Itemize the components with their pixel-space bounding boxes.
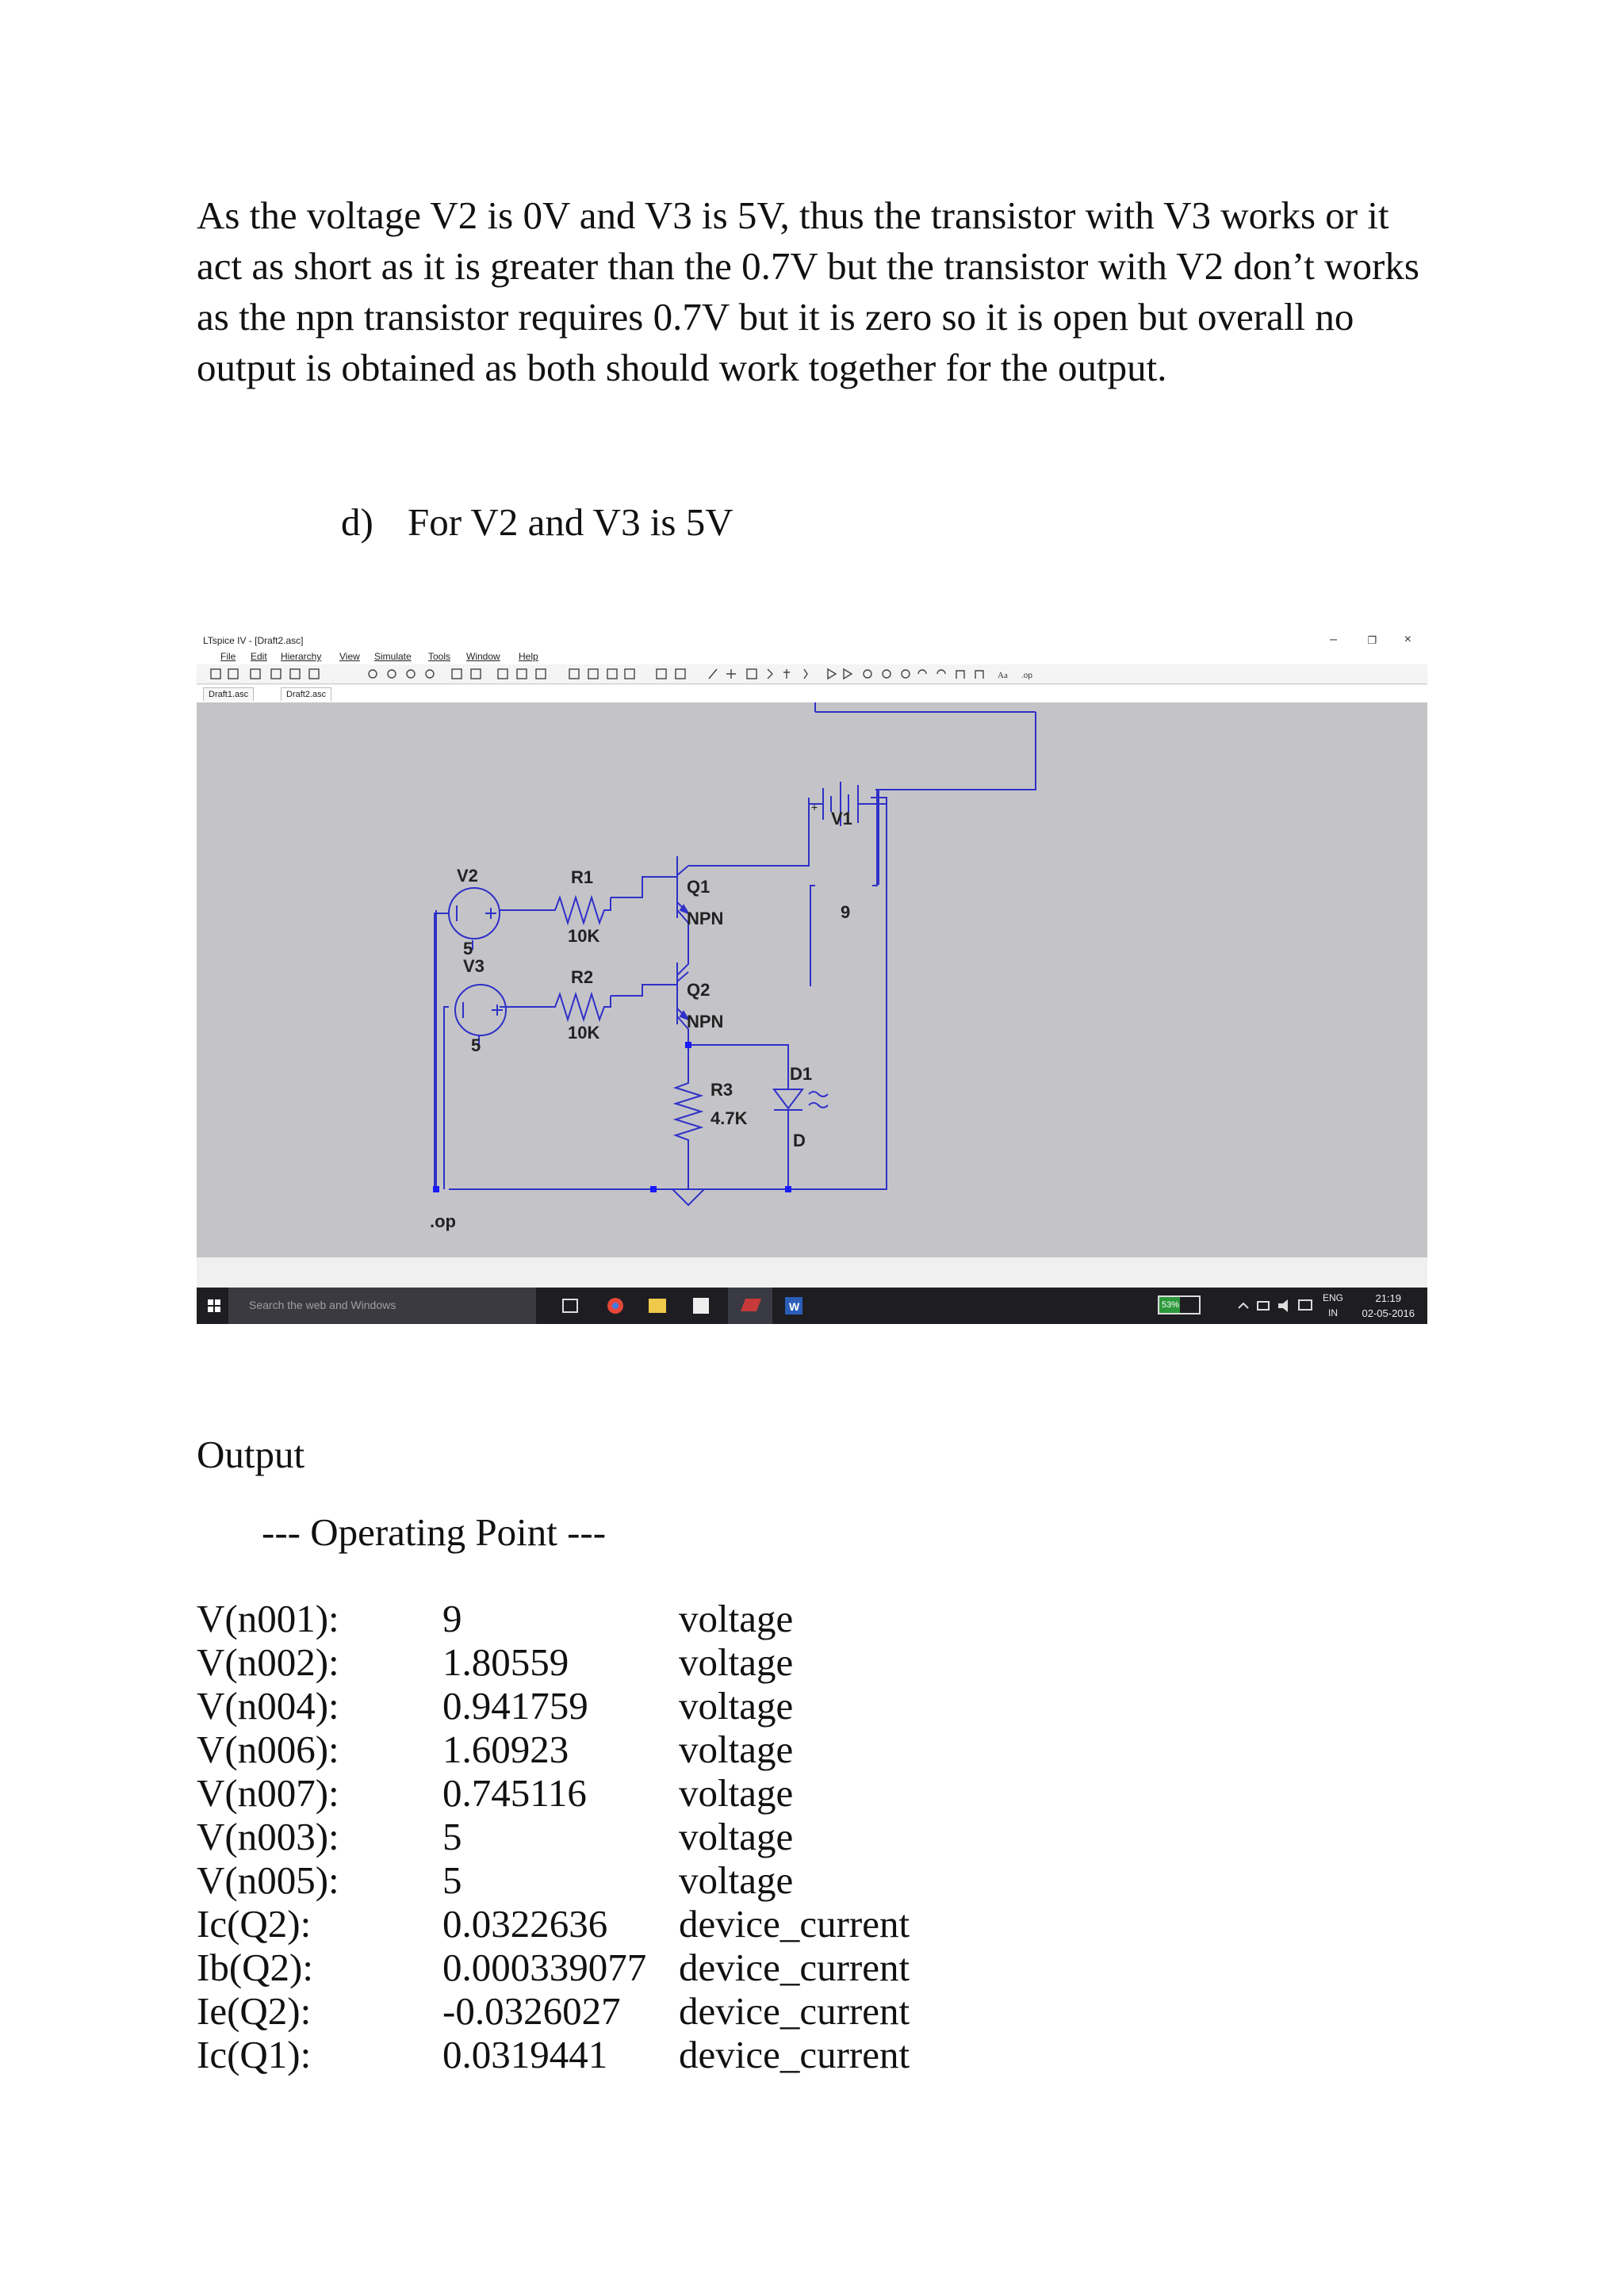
ground-symbol <box>672 1189 704 1205</box>
op-value: 1.80559 <box>442 1640 569 1684</box>
toolbar-icons[interactable] <box>197 664 1069 683</box>
op-value: 1.60923 <box>442 1728 569 1771</box>
windows-start-icon[interactable] <box>208 1299 220 1312</box>
op-value: 0.0319441 <box>442 2033 608 2076</box>
network-icon <box>1258 1302 1269 1310</box>
table-row <box>197 1946 910 1989</box>
store-icon <box>693 1298 709 1314</box>
section-heading <box>341 499 733 545</box>
restore-icon[interactable]: ❐ <box>1367 634 1377 646</box>
v1-label: V1 <box>831 809 852 828</box>
op-type: voltage <box>679 1684 794 1728</box>
lang-bottom: IN <box>1327 1307 1338 1318</box>
close-icon[interactable]: × <box>1404 633 1411 646</box>
table-row <box>197 1728 910 1771</box>
toolbar-text-icon: Aa <box>998 671 1008 680</box>
svg-text:W: W <box>789 1300 800 1313</box>
menu-view[interactable]: View <box>339 651 360 662</box>
op-name: Ic(Q1): <box>197 2033 312 2076</box>
tab-draft2[interactable]: Draft2.asc <box>281 687 331 701</box>
clock-date: 02-05-2016 <box>1362 1307 1415 1319</box>
op-value: 9 <box>442 1597 462 1640</box>
q1-label: Q1 <box>687 877 710 897</box>
r3-resistor-symbol <box>676 1075 701 1154</box>
section-text: For V2 and V3 is 5V <box>408 500 733 544</box>
op-type: device_current <box>679 1989 910 2033</box>
taskbar-clock[interactable] <box>1362 1291 1415 1321</box>
op-name: V(n004): <box>197 1684 339 1728</box>
op-type: voltage <box>679 1771 794 1815</box>
d1-model: D <box>793 1131 806 1150</box>
q2-label: Q2 <box>687 980 710 1000</box>
r2-label: R2 <box>571 967 594 987</box>
menu-simulate[interactable]: Simulate <box>374 651 412 662</box>
operating-point-table <box>197 1597 910 2076</box>
op-type: voltage <box>679 1640 794 1684</box>
v3-value: 5 <box>471 1035 481 1055</box>
operating-point-heading: --- Operating Point --- <box>262 1510 607 1554</box>
table-row <box>197 1902 910 1946</box>
r1-value: 10K <box>568 926 600 946</box>
r2-value: 10K <box>568 1023 600 1043</box>
table-row <box>197 1989 910 2033</box>
v3-source-symbol <box>455 985 506 1035</box>
op-type: device_current <box>679 2033 910 2076</box>
schematic-drawing <box>197 702 1427 1257</box>
clock-time: 21:19 <box>1375 1292 1402 1304</box>
task-view-icon <box>563 1299 577 1312</box>
volume-icon <box>1278 1299 1288 1312</box>
toolbar-op-icon: .op <box>1021 672 1032 680</box>
op-name: V(n005): <box>197 1858 339 1902</box>
op-value: 0.745116 <box>442 1771 587 1815</box>
tab-bar <box>197 685 1427 702</box>
v2-label: V2 <box>457 866 478 886</box>
op-type: voltage <box>679 1858 794 1902</box>
menu-hierarchy[interactable]: Hierarchy <box>281 651 322 662</box>
v2-value: 5 <box>463 939 473 959</box>
op-type: device_current <box>679 1902 910 1946</box>
q1-model: NPN <box>687 909 724 928</box>
table-row <box>197 1771 910 1815</box>
op-value: 5 <box>442 1858 462 1902</box>
explanation-paragraph: As the voltage V2 is 0V and V3 is 5V, thus the transistor with V3 works or it act as short as it is greater than the 0.7V but the transistor with V2 don’t works as the npn transistor requires 0.7V but it is zero so it is open but overall no output is obtained as both should work together for the output. <box>197 193 1419 389</box>
op-value: 5 <box>442 1815 462 1858</box>
schematic-canvas[interactable] <box>197 702 1427 1257</box>
op-name: V(n006): <box>197 1728 339 1771</box>
lang-top: ENG <box>1322 1292 1343 1303</box>
taskbar-app-icons[interactable] <box>553 1288 1013 1324</box>
op-type: voltage <box>679 1597 794 1640</box>
table-row <box>197 1684 910 1728</box>
d1-label: D1 <box>790 1064 813 1084</box>
v3-label: V3 <box>463 956 485 976</box>
notification-icon <box>1299 1300 1312 1310</box>
op-name: V(n001): <box>197 1597 339 1640</box>
menu-window[interactable]: Window <box>466 651 500 662</box>
chevron-up-icon <box>1239 1303 1248 1308</box>
r3-value: 4.7K <box>710 1108 748 1128</box>
v1-value: 9 <box>841 902 851 922</box>
q2-model: NPN <box>687 1012 724 1031</box>
op-type: device_current <box>679 1946 910 1989</box>
r3-label: R3 <box>710 1080 733 1100</box>
tray-icons[interactable] <box>1235 1297 1323 1314</box>
windows-taskbar <box>197 1288 1427 1324</box>
op-value: 0.000339077 <box>442 1946 647 1989</box>
op-name: Ie(Q2): <box>197 1989 312 2033</box>
ltspice-screenshot <box>197 631 1427 1324</box>
d1-led-symbol <box>774 1089 828 1131</box>
minimize-icon[interactable]: – <box>1330 633 1337 646</box>
menu-edit[interactable]: Edit <box>251 651 267 662</box>
battery-indicator[interactable] <box>1158 1295 1201 1314</box>
table-row <box>197 1640 910 1684</box>
table-row <box>197 1597 910 1640</box>
table-row <box>197 2033 910 2076</box>
op-value: -0.0326027 <box>442 1989 621 2033</box>
table-row <box>197 1815 910 1858</box>
op-value: 0.941759 <box>442 1684 588 1728</box>
file-explorer-icon <box>649 1299 666 1313</box>
r2-resistor-symbol <box>547 994 611 1020</box>
r1-resistor-symbol <box>547 897 611 923</box>
toolbar <box>197 664 1427 684</box>
svg-text:+: + <box>811 801 818 813</box>
menu-help[interactable]: Help <box>519 651 538 662</box>
window-title: LTspice IV - [Draft2.asc] <box>203 635 304 646</box>
v2-source-symbol <box>449 888 500 939</box>
output-heading: Output <box>197 1433 305 1476</box>
op-name: V(n002): <box>197 1640 339 1684</box>
r1-label: R1 <box>571 867 594 887</box>
table-row <box>197 1858 910 1902</box>
op-directive: .op <box>430 1211 456 1231</box>
op-name: Ib(Q2): <box>197 1946 313 1989</box>
tab-draft1[interactable]: Draft1.asc <box>203 687 254 701</box>
op-name: Ic(Q2): <box>197 1902 312 1946</box>
taskbar-search-box[interactable] <box>228 1288 536 1324</box>
menu-bar <box>197 649 1427 664</box>
op-type: voltage <box>679 1728 794 1771</box>
op-name: V(n007): <box>197 1771 339 1815</box>
op-name: V(n003): <box>197 1815 339 1858</box>
search-placeholder: Search the web and Windows <box>249 1299 396 1311</box>
battery-level: 53% <box>1159 1297 1180 1313</box>
section-label: d) <box>341 500 373 544</box>
menu-tools[interactable]: Tools <box>428 651 451 662</box>
window-titlebar <box>197 631 1427 649</box>
language-indicator[interactable] <box>1323 1291 1343 1321</box>
op-value: 0.0322636 <box>442 1902 608 1946</box>
menu-file[interactable]: File <box>220 651 236 662</box>
op-type: voltage <box>679 1815 794 1858</box>
